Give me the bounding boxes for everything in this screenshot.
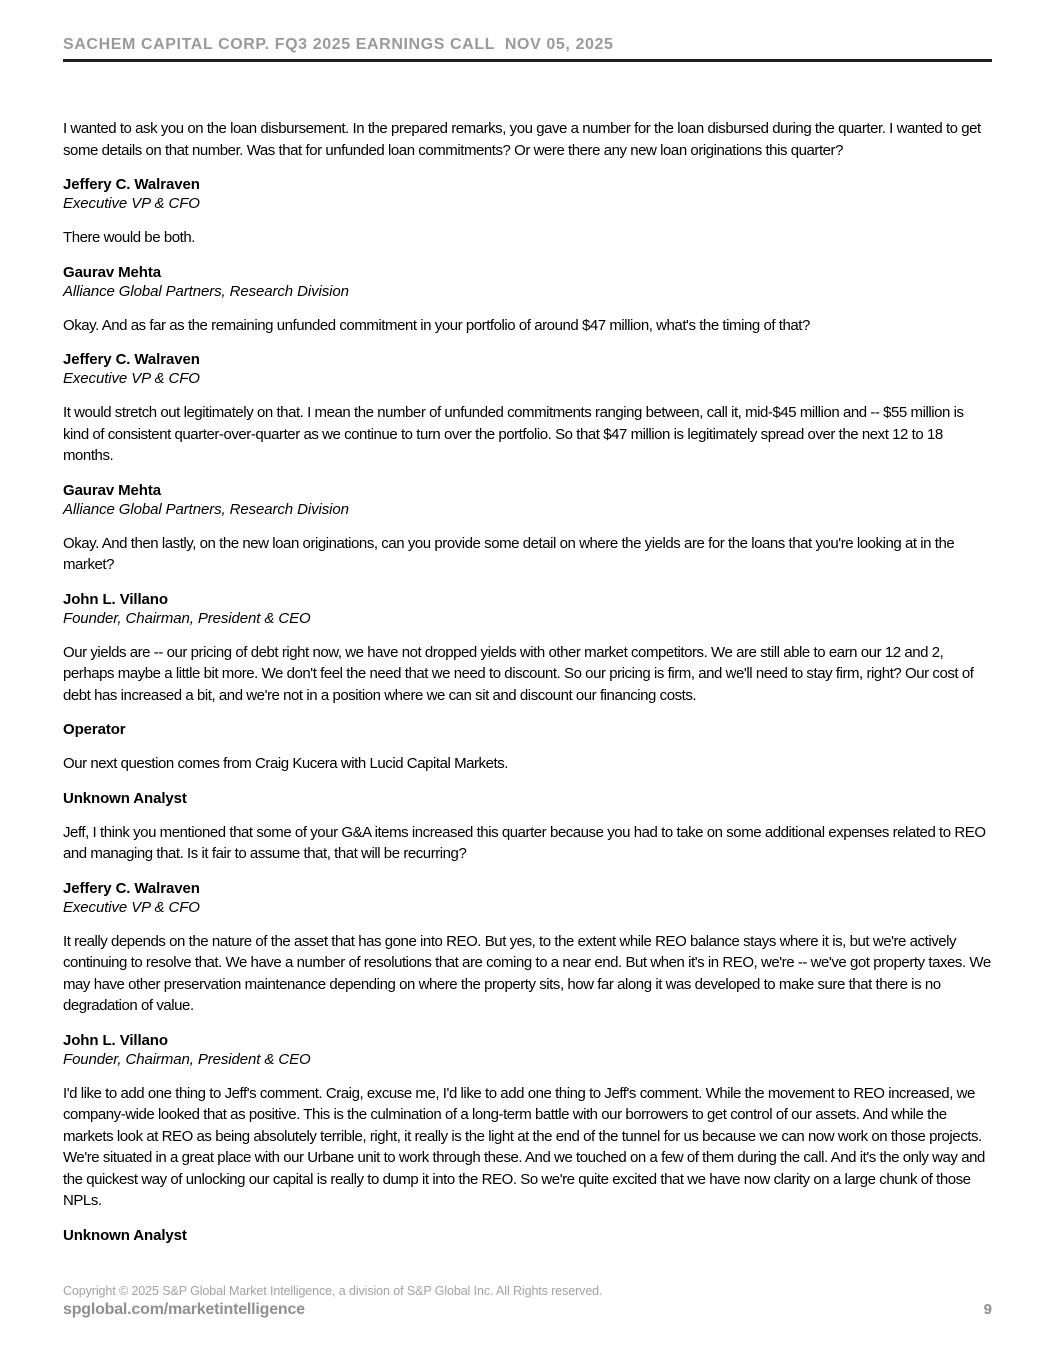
speaker-name: Unknown Analyst — [63, 789, 187, 807]
transcript-paragraph: There would be both. — [63, 229, 195, 246]
transcript-paragraph: I wanted to ask you on the loan disbursement. In the prepared remarks, you gave a number for the loan disbursed during the quarter. I wanted to get some details on that number. Was that for unfunded loan commitments? Or were there any new loan originations this quarter? — [63, 120, 981, 159]
speaker-name: Operator — [63, 721, 126, 738]
footer-row — [63, 1301, 992, 1319]
transcript-paragraph: Our yields are -- our pricing of debt right now, we have not dropped yields with other market competitors. We are still able to earn our 12 and 2, perhaps maybe a little bit more. We don't feel the need that we need to discount. So our pricing is firm, and we'll need to stay firm, right? Our cost of debt has increased a bit, and we're not in a position where we can sit and discount our financing costs. — [63, 643, 974, 704]
speaker-block — [63, 1226, 992, 1245]
header-title: SACHEM CAPITAL CORP. FQ3 2025 EARNINGS CALL NOV 05, 2025 — [63, 36, 614, 53]
footer-site-url: spglobal.com/marketintelligence — [63, 1301, 305, 1318]
speaker-role: Executive VP & CFO — [63, 195, 200, 212]
speaker-name: Jeffery C. Walraven — [63, 879, 200, 897]
transcript-paragraph: I'd like to add one thing to Jeff's comment. Craig, excuse me, I'd like to add one thing to Jeff's comment. While the movement to REO increased, we company-wide looked that as positive. This is the culmination of a long-term battle with our borrowers to get control of our assets. And while the markets look at REO as being absolutely terrible, right, it really is the light at the end of the tunnel for us because we can now work on those projects. We're situated in a great place with our Urbane unit to work through these. And we touched on a few of them during the call. And it's the only way and the quickest way of unlocking our capital is really to dump it into the REO. So we're quite excited that we have now clarity on a large chunk of those NPLs. — [63, 1084, 985, 1209]
speaker-name: Gaurav Mehta — [63, 481, 161, 499]
speaker-block — [63, 1031, 992, 1069]
speaker-block — [63, 350, 992, 388]
speaker-role: Executive VP & CFO — [63, 370, 200, 387]
transcript-paragraph: It would stretch out legitimately on that. I mean the number of unfunded commitments ranging between, call it, mid-$45 million and -- $55 million is kind of consistent quarter-over-quarter as we continue to turn over the portfolio. So that $47 million is legitimately spread over the next 12 to 18 months. — [63, 404, 964, 464]
speaker-name: Jeffery C. Walraven — [63, 351, 200, 368]
speaker-name: Jeffery C. Walraven — [63, 176, 200, 193]
copyright-text: Copyright © 2025 S&P Global Market Intelligence, a division of S&P Global Inc. All Rights reserved. — [63, 1284, 603, 1298]
speaker-block — [63, 481, 992, 519]
speaker-block — [63, 720, 992, 739]
speaker-name: John L. Villano — [63, 590, 168, 608]
speaker-role: Alliance Global Partners, Research Division — [63, 500, 349, 518]
speaker-block — [63, 175, 992, 213]
speaker-block — [63, 263, 992, 301]
speaker-role: Executive VP & CFO — [63, 898, 200, 916]
speaker-name: Unknown Analyst — [63, 1226, 187, 1244]
transcript-paragraph: It really depends on the nature of the asset that has gone into REO. But yes, to the extent while REO balance stays where it is, but we're actively continuing to resolve that. We have a number of resolutions that are coming to a near end. But when it's in REO, we're -- we've got property taxes. We may have other preservation maintenance depending on where the property sits, how far along it was developed to make sure that there is no degradation of value. — [63, 932, 991, 1014]
speaker-name: Gaurav Mehta — [63, 263, 161, 281]
speaker-block — [63, 590, 992, 628]
page-header — [63, 36, 992, 62]
page-number: 9 — [983, 1301, 992, 1318]
transcript-paragraph: Jeff, I think you mentioned that some of your G&A items increased this quarter because you had to take on some additional expenses related to REO and managing that. Is it fair to assume that, that will be recurring? — [63, 823, 986, 862]
speaker-block — [63, 789, 992, 808]
transcript-paragraph: Our next question comes from Craig Kucera with Lucid Capital Markets. — [63, 755, 508, 772]
speaker-name: John L. Villano — [63, 1031, 168, 1049]
transcript-paragraph: Okay. And then lastly, on the new loan originations, can you provide some detail on where the yields are for the loans that you're looking at in the market? — [63, 534, 955, 573]
speaker-role: Alliance Global Partners, Research Division — [63, 282, 349, 300]
transcript-content — [63, 118, 992, 1259]
speaker-block — [63, 879, 992, 917]
speaker-role: Founder, Chairman, President & CEO — [63, 609, 311, 627]
transcript-paragraph: Okay. And as far as the remaining unfunded commitment in your portfolio of around $47 million, what's the timing of that? — [63, 316, 810, 334]
speaker-role: Founder, Chairman, President & CEO — [63, 1050, 311, 1068]
page-footer — [63, 1284, 992, 1319]
